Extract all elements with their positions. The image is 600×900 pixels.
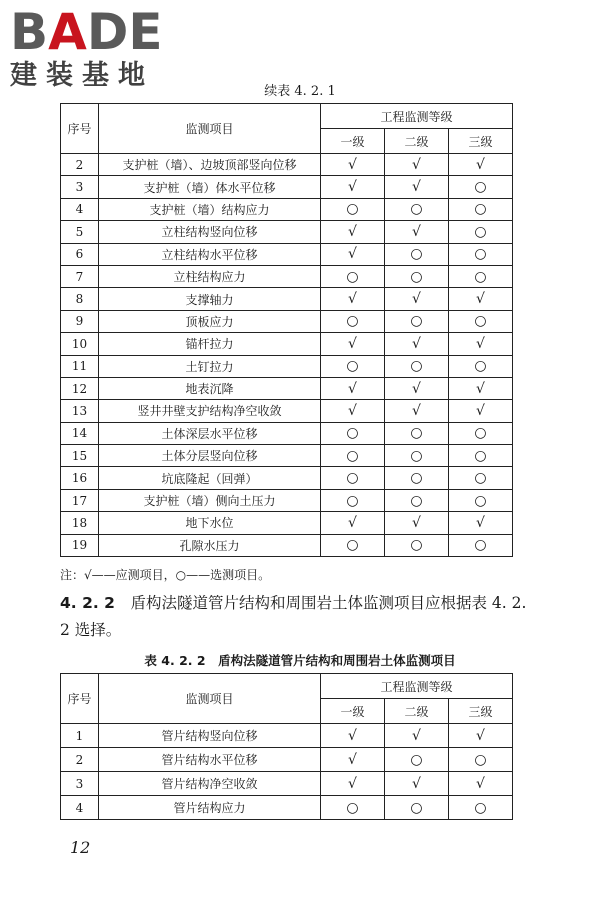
row-number: 8 (61, 288, 99, 310)
grade-2-mark: ○ (385, 534, 449, 556)
monitoring-item: 顶板应力 (99, 310, 321, 332)
row-number: 12 (61, 377, 99, 399)
grade-3-mark: √ (449, 724, 513, 748)
logo-letter-b: B (10, 3, 49, 61)
grade-3-mark: ○ (449, 796, 513, 820)
logo-subtitle: 建装基地 (10, 60, 154, 91)
grade-2-mark: ○ (385, 796, 449, 820)
grade-2-mark: √ (385, 154, 449, 176)
header-grade: 工程监测等级 (321, 674, 513, 699)
grade-1-mark: √ (321, 377, 385, 399)
grade-3-mark: ○ (449, 422, 513, 444)
monitoring-item: 管片结构净空收敛 (99, 772, 321, 796)
grade-3-mark: ○ (449, 198, 513, 220)
table-row (61, 333, 513, 355)
monitoring-item: 立柱结构竖向位移 (99, 221, 321, 243)
monitoring-item: 土钉拉力 (99, 355, 321, 377)
row-number: 3 (61, 176, 99, 198)
grade-2-mark: √ (385, 288, 449, 310)
row-number: 4 (61, 198, 99, 220)
grade-3-mark: √ (449, 400, 513, 422)
grade-1-mark: √ (321, 288, 385, 310)
grade-3-mark: ○ (449, 310, 513, 332)
monitoring-item: 立柱结构应力 (99, 265, 321, 287)
row-number: 1 (61, 724, 99, 748)
table-note: 注：√——应测项目，○——选测项目。 (60, 568, 271, 582)
table-row (61, 221, 513, 243)
monitoring-item: 地下水位 (99, 512, 321, 534)
table2-body (61, 724, 513, 820)
grade-2-mark: √ (385, 724, 449, 748)
row-number: 15 (61, 445, 99, 467)
monitoring-table-continued (60, 103, 513, 557)
monitoring-item: 支护桩（墙）、边坡顶部竖向位移 (99, 154, 321, 176)
monitoring-item: 竖井井壁支护结构净空收敛 (99, 400, 321, 422)
grade-1-mark: ○ (321, 796, 385, 820)
grade-1-mark: √ (321, 154, 385, 176)
grade-2-mark: ○ (385, 310, 449, 332)
table-row (61, 265, 513, 287)
grade-2-mark: √ (385, 400, 449, 422)
monitoring-item: 支护桩（墙）侧向土压力 (99, 489, 321, 511)
grade-1-mark: ○ (321, 265, 385, 287)
header-seq: 序号 (61, 674, 99, 724)
grade-3-mark: √ (449, 154, 513, 176)
logo-letters-de: DE (86, 3, 163, 61)
row-number: 18 (61, 512, 99, 534)
grade-2-mark: ○ (385, 422, 449, 444)
grade-2-mark: ○ (385, 748, 449, 772)
table-row (61, 400, 513, 422)
monitoring-item: 管片结构竖向位移 (99, 724, 321, 748)
grade-1-mark: ○ (321, 445, 385, 467)
row-number: 13 (61, 400, 99, 422)
row-number: 2 (61, 154, 99, 176)
table-row (61, 748, 513, 772)
row-number: 19 (61, 534, 99, 556)
page-number: 12 (70, 838, 91, 857)
table-row (61, 445, 513, 467)
grade-1-mark: ○ (321, 355, 385, 377)
grade-3-mark: √ (449, 512, 513, 534)
grade-3-mark: ○ (449, 489, 513, 511)
grade-1-mark: √ (321, 724, 385, 748)
header-grade-2: 二级 (385, 699, 449, 724)
table-row (61, 724, 513, 748)
grade-3-mark: √ (449, 288, 513, 310)
row-number: 6 (61, 243, 99, 265)
table2-caption: 表 4. 2. 2 盾构法隧道管片结构和周围岩土体监测项目 (144, 653, 456, 668)
monitoring-item: 管片结构应力 (99, 796, 321, 820)
table-row (61, 154, 513, 176)
grade-1-mark: ○ (321, 422, 385, 444)
grade-2-mark: ○ (385, 198, 449, 220)
table-row (61, 198, 513, 220)
header-grade-1: 一级 (321, 129, 385, 154)
table1-body (61, 154, 513, 557)
row-number: 5 (61, 221, 99, 243)
grade-2-mark: √ (385, 333, 449, 355)
row-number: 4 (61, 796, 99, 820)
grade-2-mark: ○ (385, 445, 449, 467)
clause-number: 4. 2. 2 (60, 594, 115, 612)
row-number: 11 (61, 355, 99, 377)
logo-wordmark (10, 3, 180, 61)
row-number: 9 (61, 310, 99, 332)
grade-3-mark: ○ (449, 748, 513, 772)
monitoring-item: 支护桩（墙）体水平位移 (99, 176, 321, 198)
monitoring-item: 地表沉降 (99, 377, 321, 399)
grade-2-mark: ○ (385, 467, 449, 489)
grade-2-mark: ○ (385, 265, 449, 287)
grade-3-mark: ○ (449, 265, 513, 287)
logo-letter-a: A (48, 3, 87, 61)
grade-3-mark: ○ (449, 355, 513, 377)
grade-2-mark: √ (385, 221, 449, 243)
table1-caption: 续表 4. 2. 1 (264, 84, 336, 99)
header-grade-3: 三级 (449, 129, 513, 154)
table-row (61, 534, 513, 556)
grade-3-mark: ○ (449, 445, 513, 467)
grade-1-mark: ○ (321, 467, 385, 489)
grade-1-mark: √ (321, 243, 385, 265)
table-row (61, 512, 513, 534)
monitoring-item: 坑底隆起（回弹） (99, 467, 321, 489)
grade-1-mark: √ (321, 748, 385, 772)
shield-tunnel-monitoring-table (60, 673, 513, 820)
grade-1-mark: √ (321, 221, 385, 243)
header-seq: 序号 (61, 104, 99, 154)
grade-1-mark: √ (321, 400, 385, 422)
grade-2-mark: √ (385, 772, 449, 796)
monitoring-item: 立柱结构水平位移 (99, 243, 321, 265)
grade-1-mark: √ (321, 333, 385, 355)
grade-3-mark: ○ (449, 467, 513, 489)
row-number: 17 (61, 489, 99, 511)
grade-2-mark: √ (385, 377, 449, 399)
row-number: 14 (61, 422, 99, 444)
grade-1-mark: ○ (321, 489, 385, 511)
header-grade-2: 二级 (385, 129, 449, 154)
grade-2-mark: ○ (385, 489, 449, 511)
grade-2-mark: ○ (385, 355, 449, 377)
grade-1-mark: ○ (321, 310, 385, 332)
table-row (61, 772, 513, 796)
grade-3-mark: ○ (449, 534, 513, 556)
table-row (61, 243, 513, 265)
table-row (61, 467, 513, 489)
grade-1-mark: √ (321, 772, 385, 796)
table-row (61, 288, 513, 310)
grade-1-mark: ○ (321, 534, 385, 556)
table-row (61, 355, 513, 377)
grade-3-mark: √ (449, 772, 513, 796)
grade-2-mark: √ (385, 176, 449, 198)
row-number: 7 (61, 265, 99, 287)
monitoring-item: 管片结构水平位移 (99, 748, 321, 772)
row-number: 10 (61, 333, 99, 355)
table-row (61, 796, 513, 820)
header-item: 监测项目 (99, 674, 321, 724)
table-row (61, 176, 513, 198)
monitoring-item: 支撑轴力 (99, 288, 321, 310)
row-number: 3 (61, 772, 99, 796)
header-grade-1: 一级 (321, 699, 385, 724)
clause-text: 盾构法隧道管片结构和周围岩土体监测项目应根据表 4. 2. 2 选择。 (60, 594, 527, 639)
grade-2-mark: √ (385, 512, 449, 534)
monitoring-item: 土体深层水平位移 (99, 422, 321, 444)
row-number: 16 (61, 467, 99, 489)
grade-3-mark: ○ (449, 243, 513, 265)
row-number: 2 (61, 748, 99, 772)
section-paragraph (60, 590, 530, 644)
grade-1-mark: ○ (321, 198, 385, 220)
table-row (61, 422, 513, 444)
grade-1-mark: √ (321, 512, 385, 534)
monitoring-item: 支护桩（墙）结构应力 (99, 198, 321, 220)
monitoring-item: 孔隙水压力 (99, 534, 321, 556)
table-row (61, 489, 513, 511)
grade-1-mark: √ (321, 176, 385, 198)
grade-3-mark: √ (449, 377, 513, 399)
header-grade-3: 三级 (449, 699, 513, 724)
monitoring-item: 土体分层竖向位移 (99, 445, 321, 467)
header-grade: 工程监测等级 (321, 104, 513, 129)
grade-2-mark: ○ (385, 243, 449, 265)
header-item: 监测项目 (99, 104, 321, 154)
monitoring-item: 锚杆拉力 (99, 333, 321, 355)
grade-3-mark: √ (449, 333, 513, 355)
grade-3-mark: ○ (449, 176, 513, 198)
table-row (61, 377, 513, 399)
table-row (61, 310, 513, 332)
grade-3-mark: ○ (449, 221, 513, 243)
